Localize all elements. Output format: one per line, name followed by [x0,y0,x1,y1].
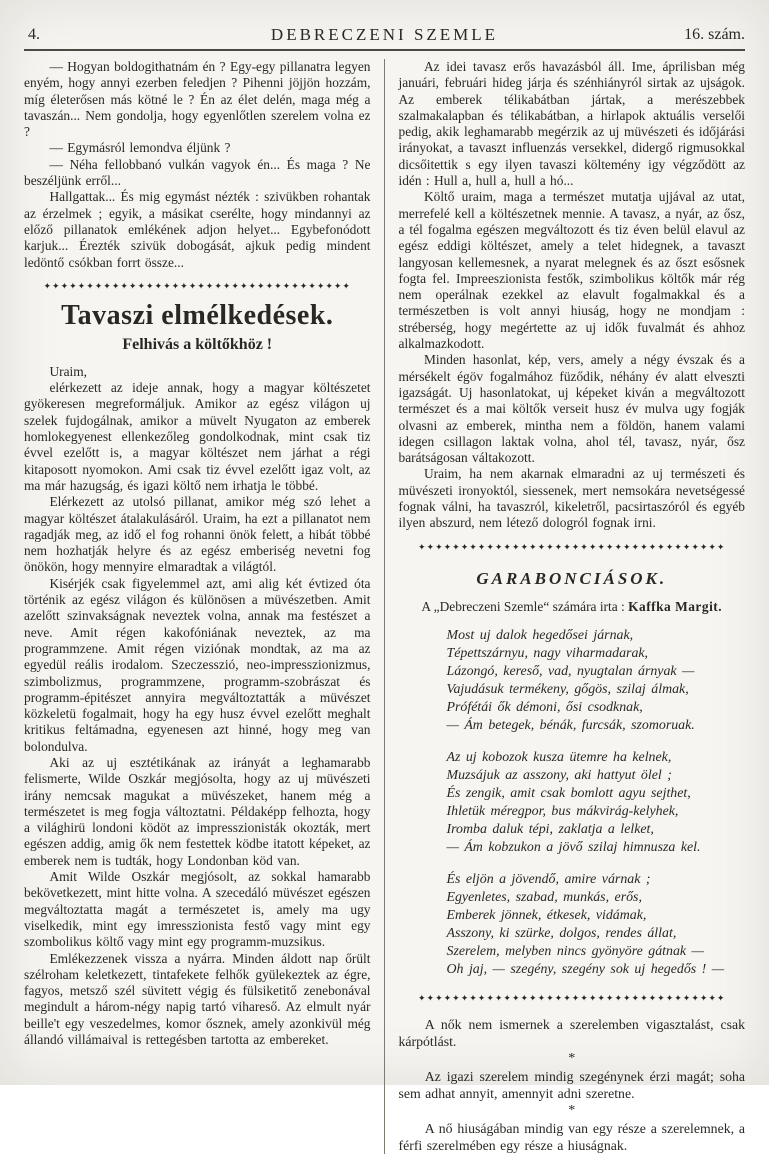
issue-number: 16. szám. [684,26,745,43]
diamond-divider: ✦✦✦✦✦✦✦✦✦✦✦✦✦✦✦✦✦✦✦✦✦✦✦✦✦✦✦✦✦✦✦✦✦✦✦✦ [43,280,351,291]
content-columns [24,51,745,1154]
diamond-divider: ✦✦✦✦✦✦✦✦✦✦✦✦✦✦✦✦✦✦✦✦✦✦✦✦✦✦✦✦✦✦✦✦✦✦✦✦ [418,992,726,1003]
dialogue-paragraph: — Egymásról lemondva éljünk ? [49,140,231,156]
article-paragraph: Aki az uj esztétikának az irányát a leghamarabb felismerte, Wilde Oszkár megjósolta, hogy az uj müvészeti irány nemcsak magukat a müvészeket, hanem még a természetet is meg fogja változtatni. Példaképp felhozta, hogy a világhirü londoni ködöt az impresszionisták okozták, mert egészen addig, amig ők nem festettek ködbe itatott képeket, az emberek nem is tudták, hogy Londonban köd van. [24,754,371,868]
star-separator: * [568,1050,576,1066]
poem-author: Kaffka Margit. [628,598,723,614]
poem-line: Emberek jönnek, étkesek, vidámak, [446,907,647,923]
poem-title: GARABONCIÁSOK. [476,568,668,588]
poem-line: Tépettszárnyu, nagy viharmadarak, [446,645,649,661]
article-paragraph: Uraim, ha nem akarnak elmaradni az uj természeti és müvészeti ironyoktól, siessenek, mert nemsokára nevetségessé fognak válni, ha tavaszról, kikeletről, pacsirtaszóról és egyéb ilyen abszurd, nem létező dologról fognak irni. [398,466,745,531]
article-paragraph: Költő uraim, maga a természet mutatja ujjával az utat, merrefelé kell a költészetnek mennie. A tavasz, a nyár, az ősz, a tél fogalma egészen megváltozott és tiz éven belül elavul az egész eddigi költészet, amely a telet hidegnek, a tavaszt langyosan kellemesnek, a nyarat melegnek és az őszt esősnek fogta fel. Impreeszionista festők, szimbolikus költők már rég nem operálnak ezekkel az elavult fogalmakkal és a természetben is volt annyi hiuság, hogy ne mondjam : stréberség, hogy megértette az uj idők fuvalmát és ahhoz alkalmazkodott. [398,189,745,352]
poem-line: És eljön a jövendő, amire várnak ; [446,871,651,887]
aphorism: Az igazi szerelem mindig szegénynek érzi magát; soha sem adhat annyit, amennyit adni szeretne. [398,1068,745,1101]
page-number: 4. [28,26,40,43]
right-column [384,59,746,1154]
article-paragraph: Emlékezzenek vissza a nyárra. Minden áldott nap őrült szélroham keletkezett, tintafekete felhők gyülekeztek az égre, fagyos, metsző szél süvitett végig és fülsiketitő zenebonával megindult a három-négy napig tartó vihareső. Az elmult nyár beille't egy veszedelmes, komor ősznek, amely azonkivül még állandó villámaival is rettegésben tartotta az embereket. [24,950,371,1048]
dialogue-paragraph: — Néha fellobbanó vulkán vagyok én... És maga ? Ne beszéljünk erről... [24,156,371,189]
article-paragraph: Minden hasonlat, kép, vers, amely a négy évszak és a mérsékelt égöv fogalmához füződik, néhány év alatt elveszti igazságát. Uj hasonlatokat, uj képeket kiván a megváltozott természet és a mai költők verseit husz év mulva ugy fogják olvasni az emberek, mintha nem a földön, hanem valami idegen csillagon laktak volna, ahol tél, tavasz, nyár, ősz barátságosan váltakozott. [398,352,745,466]
poem-line: És zengik, amit csak bomlott agyu sejthet, [446,785,691,801]
poem-line: Most uj dalok hegedősei járnak, [446,627,634,643]
article-title: Tavaszi elmélkedések. [61,299,334,331]
article-paragraph: Az idei tavasz erős havazásból áll. Ime, áprilisban még januári, februári hideg járja és szénhiányról sirtak az ujságok. Az emberek télikabátban jártak, a merészebbek szalmakalapban és télikabátban, a hirlapok aktuális verselői pedig, akik leghamarabb megérzik az uj müvészeti és időjárási irányokat, a tavaszt influenzás versekkel, didergő rigmusokkal dicsőitettik s egy ilyen tavaszi költemény igy végződött az idén : Hull a, hull a, hull a hó... [398,59,745,189]
star-separator: * [568,1102,576,1118]
article-paragraph: elérkezett az ideje annak, hogy a magyar költészetet gyökeresen megreformáljuk. Amikor az egész világon uj szelek fujdogálnak, amikor a müvelt Nyugaton az emberek homlokegyenest ellenkezőleg gondolkodnak, mint csak tiz évvel ezelőtt is, a magyar költészet nem járhat a régi kitaposott nyomokon. Ami csak tiz évvel ezelőtt igaz volt, az ma már hazugság, és igazi költő nem irhatja le többé. [24,380,371,493]
poem-line: Ihletük méregpor, bus mákvirág-kelyhek, [446,803,679,819]
poem-line: Vajudásuk termékeny, gőgös, szilaj álmak, [446,681,689,697]
dialogue-paragraph: Hallgattak... És mig egymást nézték : szivükben rohantak az érzelmek ; egyik, a másikat cserélte, hogy mindannyi az előző pillanatok emlékének adjon helyet... Egybefonódott karjuk... Érezték szivük dobogását, ajkuk pedig mindent ledöntő csókban forrt össze... [24,189,371,270]
masthead-title: DEBRECZENI SZEMLE [270,25,499,44]
poem-line: Prófétái ők démoni, ősi csodknak, [446,699,643,715]
article-paragraph: Elérkezett az utolsó pillanat, amikor még szó lehet a magyar költészet átalakulásáról. Uraim, ha ezt a pillanatot nem ragadják meg, az idő el fog rohanni önök felett, a hibát többé nem hozhatják helyre és az egész emberiség nevetni fog önökön, hogy mennyire elmaradtak a világtól. [24,494,371,575]
poem-line: Oh jaj, — szegény, szegény sok uj hegedős ! — [446,961,725,977]
article-paragraph: Kisérjék csak figyelemmel azt, ami alig két évtized óta történik az egész világon és különösen a müvészetben. Amit azelőtt szinvakságnak neveztek volna, annak ma festészet a neve. Amit régen kakofóniának neveztek, az ma programmzene. Amit régen viziónak mondtak, az ma az egyedül reális irodalom. Szeczesszió, neo-impresszionizmus, szimbolizmus, programmzene, programm-szobrászat és programm-épitészet annyira megváltoztatták a müvészet közkeletü fogalmait, hogy ha egy husz évvel ezelőtt meghalt kritikus feltámadna, egyenesen azt hinné, hogy meg van bolondulva. [24,575,371,754]
poem-line: — Ám kobzukon a jövő szilaj himnusza kel. [446,839,701,855]
poem-byline-prefix: A „Debreczeni Szemle“ számára irta : [421,598,629,614]
poem-stanza [447,871,746,979]
diamond-divider: ✦✦✦✦✦✦✦✦✦✦✦✦✦✦✦✦✦✦✦✦✦✦✦✦✦✦✦✦✦✦✦✦✦✦✦✦ [418,541,726,552]
aphorism: A nő hiuságában mindig van egy része a szerelemnek, a férfi szerelmében egy része a hiuságnak. [398,1120,745,1153]
aphorisms-section [399,1016,746,1154]
poem-line: — Ám betegek, bénák, furcsák, szomoruak. [446,717,695,733]
poem-line: Iromba daluk tépi, zaklatja a lelket, [446,821,654,837]
article-subtitle: Felhivás a költőkhöz ! [122,335,273,353]
poem-stanza [447,749,746,857]
poem-line: Az uj kobozok kusza ütemre ha kelnek, [446,749,672,765]
poem-line: Muzsájuk az asszony, aki hattyut ölel ; [446,767,672,783]
article-salutation: Uraim, [49,363,88,379]
poem-line: Szerelem, melyben nincs gyönyöre gátnak — [446,943,704,959]
poem-stanza [447,627,746,735]
aphorism: A nők nem ismernek a szerelemben vigasztalást, csak kárpótlást. [398,1016,745,1049]
page-header [24,0,745,46]
poem-byline [399,599,746,615]
article-paragraph: Amit Wilde Oszkár megjósolt, az sokkal hamarabb bekövetkezett, mint hitte volna. A szecedáló müvészet egészen megváltoztatta magát a természetet is, amely ma ugy viselkedik, mint egy imresszionista festő vagy mint egy szombolikus költő vagy mint egy programm-muzsikus. [24,869,371,950]
poem-line: Lázongó, kereső, vad, nyugtalan árnyak — [446,663,695,679]
poem-line: Egyenletes, szabad, munkás, erős, [446,889,642,905]
left-column [24,59,384,1154]
dialogue-paragraph: — Hogyan boldogithatnám én ? Egy-egy pillanatra legyen enyém, hogy annyi ezerben feledjen ? Pihenni jöjjön hozzám, míg életerősen más kötné le ? Én az élet delén, maga még a tavaszán... Nem gondolja, hogy egyenlőtlen szerelem volna ez ? [24,59,371,140]
poem-line: Asszony, ki szürke, dolgos, rendes állat, [446,925,677,941]
